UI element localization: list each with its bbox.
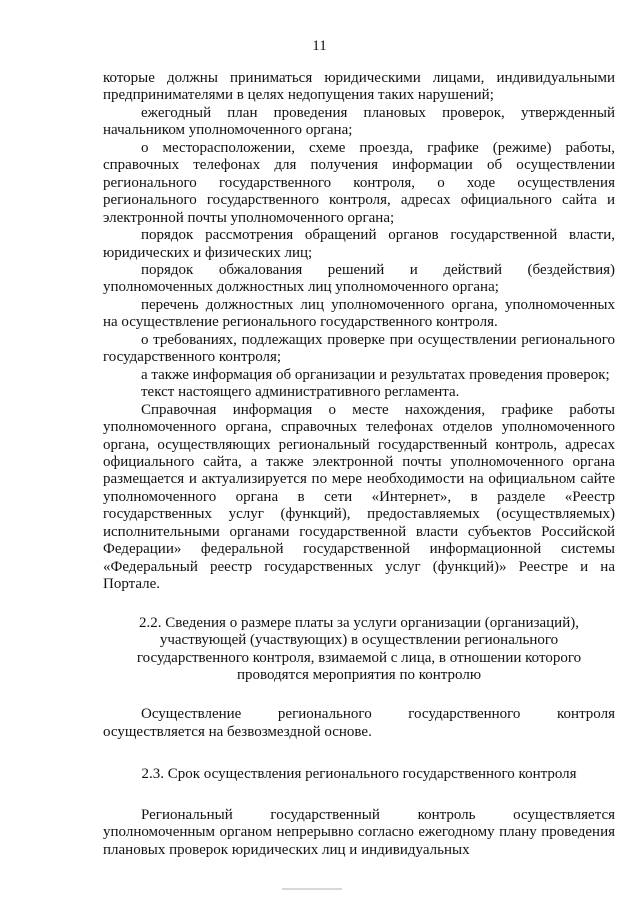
list-item-annual-plan: ежегодный план проведения плановых проверок, утвержденный начальником уполномоченного органа;: [103, 104, 615, 139]
paragraph-reference-info: Справочная информация о месте нахождения, графике работы уполномоченного органа, справочных телефонах отделов уполномоченного органа, осуществляющих региональный государственный контроль, адресах официального сайта, а также электронной почты уполномоченного органа размещается и актуализируется по мере необходимости на официальном сайте уполномоченного органа в сети «Интернет», в разделе «Реестр государственных услуг (функций), предоставляемых (осуществляемых) исполнительными органами государственной власти субъектов Российской Федерации» федеральной государственной информационной системы «Федеральный реестр государственных услуг (функций)» Реестре и на Портале.: [103, 401, 615, 593]
list-item-complaints-procedure: порядок обжалования решений и действий (бездействия) уполномоченных должностных лиц уполномоченного органа;: [103, 261, 615, 296]
list-item-regulation-text: текст настоящего административного регламента.: [141, 384, 460, 401]
list-item-appeals-procedure: порядок рассмотрения обращений органов государственной власти, юридических и физических лиц;: [103, 227, 615, 261]
paragraph-continuation: которые должны приниматься юридическими лицами, индивидуальными предпринимателями в целях недопущения таких нарушений;: [103, 70, 615, 104]
list-item-officials-list: перечень должностных лиц уполномоченного органа, уполномоченных на осуществление регионального государственного контроля.: [103, 296, 615, 331]
document-body: [103, 70, 615, 859]
section-heading-2-2: 2.2. Сведения о размере платы за услуги организации (организаций), участвующей (участвующих) в осуществлении регионального государственного контроля, взимаемой с лица, в отношении которого проводятся мероприятия по контролю: [136, 614, 582, 683]
section-heading-2-3: 2.3. Срок осуществления регионального государственного контроля: [141, 766, 577, 783]
section-2-3-text: Региональный государственный контроль осуществляется уполномоченным органом непрерывно согласно ежегодному плану проведения плановых проверок юридических лиц и индивидуальных: [103, 806, 615, 858]
section-2-2-text: Осуществление регионального государственного контроля осуществляется на безвозмездной основе.: [103, 706, 615, 740]
list-item-location-info: о месторасположении, схеме проезда, графике (режиме) работы, справочных телефонах для получения информации об осуществлении регионального государственного контроля, о ходе осуществления регионального государственного контроля, адресах официального сайта и электронной почты уполномоченного органа;: [103, 139, 615, 226]
scan-artifact: [282, 888, 342, 890]
list-item-inspection-results: а также информация об организации и результатах проведения проверок;: [141, 366, 610, 383]
page-number: 11: [312, 38, 327, 54]
list-item-requirements: о требованиях, подлежащих проверке при осуществлении регионального государственного контроля;: [103, 331, 615, 366]
